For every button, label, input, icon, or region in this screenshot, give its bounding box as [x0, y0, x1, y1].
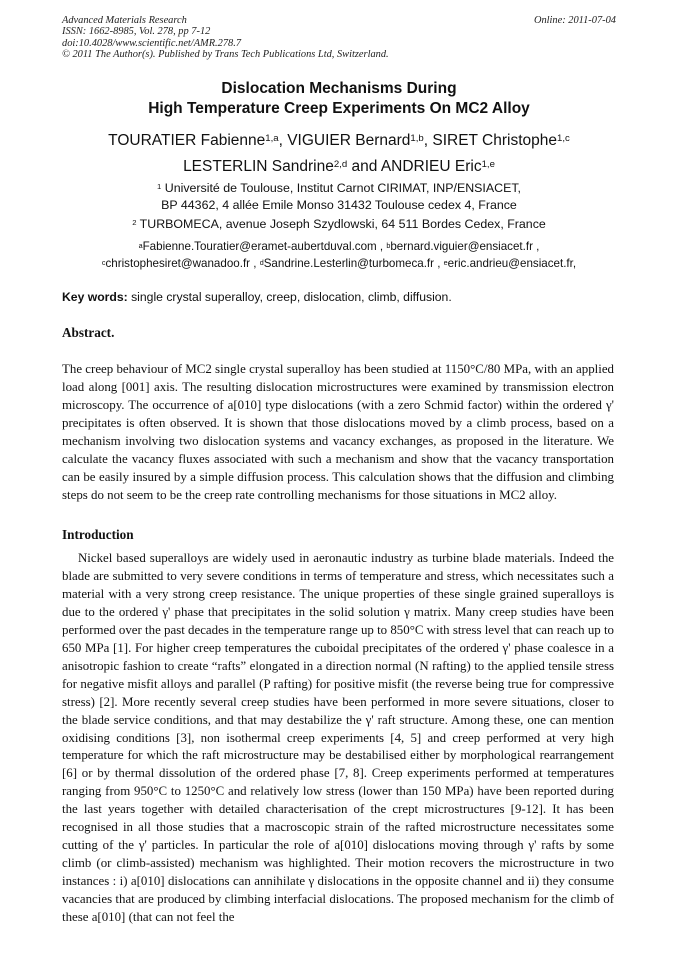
author-name: VIGUIER Bernard	[287, 132, 411, 149]
author-separator: ,	[278, 132, 288, 149]
title-line-1: Dislocation Mechanisms During	[221, 80, 457, 97]
author-list	[0, 128, 678, 180]
issn: ISSN: 1662-8985, Vol. 278, pp 7-12	[62, 26, 211, 38]
email-sup: a	[138, 240, 143, 250]
email-link[interactable]: Sandrine.Lesterlin@turbomeca.fr ,	[263, 257, 444, 270]
email-link[interactable]: christophesiret@wanadoo.fr ,	[105, 257, 260, 270]
email-link[interactable]: Fabienne.Touratier@eramet-aubertduval.com ,	[142, 240, 387, 253]
email-link[interactable]: eric.andrieu@ensiacet.fr,	[447, 257, 577, 270]
email-sup: c	[101, 257, 106, 267]
affiliation-sup: 1	[157, 182, 162, 192]
author-name: SIRET Christophe	[432, 132, 558, 149]
author-sup: 1,b	[410, 133, 424, 145]
author-sup: 1,c	[557, 133, 570, 145]
journal-name: Advanced Materials Research	[62, 15, 187, 26]
authors-line-1	[0, 128, 678, 154]
email-sup: e	[443, 257, 448, 267]
author-sup: 1,e	[481, 159, 495, 171]
email-link[interactable]: bernard.viguier@ensiacet.fr ,	[390, 240, 540, 253]
author-sup: 1,a	[265, 133, 279, 145]
author-name: TOURATIER Fabienne	[108, 132, 266, 149]
journal-header	[62, 15, 616, 60]
paper-title	[0, 79, 678, 118]
abstract-text: The creep behaviour of MC2 single crystal superalloy has been studied at 1150°C/80 MPa, with an applied load along [001] axis. The resulting dislocation microstructures were examined by transmission electron microscopy. The occurrence of a[010] type dislocations (with a zero Schmid factor) within the ordered γ' precipitates is often observed. It is shown that those dislocations moved by a climb process, based on a mechanism involving two dislocation systems and vacancy exchanges, as proposed in the literature. We calculate the vacancy fluxes associated with such a mechanism and show that the vacancy transportation can be easily insured by a simple diffusion process. This calculation shows that the diffusion and climbing steps do not seem to be the creep rate controlling mechanisms for those situations in MC2 alloy.	[62, 362, 614, 502]
doi: doi:10.4028/www.scientific.net/AMR.278.7	[62, 37, 242, 49]
email-list	[0, 238, 678, 272]
affiliation-2-line-1: $^2$ TURBOMECA, avenue Joseph Szydlowski, 64 511 Bordes Cedex, France	[132, 217, 546, 231]
introduction-heading: Introduction	[62, 527, 134, 542]
introduction-text: Nickel based superalloys are widely used in aeronautic industry as turbine blade materials. Indeed the blade are submitted to very severe conditions in terms of temperature and stress, which necessitates such a material with a very strong creep resistance. The unique properties of these single grained superalloys is due to the ordered γ' phase that precipitates in the solid solution γ matrix. Many creep studies have been performed over the past decades in the temperature range up to 850°C with stress level that can reach up to 650 MPa [1]. For higher creep temperatures the cuboidal precipitates of the ordered γ' phase coalesce in a anisotropic fashion to create “rafts” elongated in a direction normal (N rafting) to the applied tensile stress for negative misfit alloys and parallel (P rafting) for positive misfit (the reverse being true for compressive stress) [2]. More recently several creep studies have been performed in more severe situations, closer to the blade service conditions, and that may destabilize the γ' raft structure. Among these, one can mention oxidising conditions [3], non isothermal creep experiments [4, 5] and creep performed at very high temperature for which the raft microstructure may be destabilised either by morphological rearrangement [6] or by thermal dissolution of the ordered phase [7, 8]. Creep experiments performed at temperatures ranging from 950°C to 1250°C and relatively low stress (lower than 150 MPa) have been reported during the last years together with detailed characterisation of the crept microstructures [9-12]. It has been recognised in all those studies that a macroscopic strain of the rafted microstructure necessitates some cutting of the γ' particles. In particular the role of a[010] dislocations moving through γ' rafts by some climb (or climb-assisted) mechanism was highlighted. Their motion recovers the microstructure in two instances : i) a[010] dislocations can annihilate γ dislocations in the opposite channel and ii) they consume vacancies that are produced by climbing interfacial dislocations. The proposed mechanism for the climb of these a[010] (that can not feel the	[62, 551, 614, 925]
author-separator: ,	[423, 132, 433, 149]
abstract-heading: Abstract.	[62, 325, 115, 340]
author-name: LESTERLIN Sandrine	[183, 158, 334, 175]
affiliation-2	[0, 216, 678, 233]
affiliation-1-line-1: $^1$ Université de Toulouse, Institut Carnot CIRIMAT, INP/ENSIACET,	[157, 181, 521, 195]
author-name: ANDRIEU Eric	[380, 158, 482, 175]
email-line-2	[0, 255, 678, 272]
copyright: © 2011 The Author(s). Published by Trans Tech Publications Ltd, Switzerland.	[62, 48, 389, 60]
online-date: Online: 2011-07-04	[533, 15, 616, 26]
affiliation-sup: 2	[132, 218, 137, 228]
author-conjunction: and	[347, 158, 381, 175]
author-sup: 2,d	[333, 159, 348, 171]
email-sup: b	[386, 240, 391, 250]
affiliation-1	[0, 180, 678, 214]
authors-line-2	[0, 154, 678, 180]
keywords-label: Key words:	[62, 290, 128, 304]
title-line-2: High Temperature Creep Experiments On MC2 Alloy	[148, 99, 530, 117]
keywords-text: single crystal superalloy, creep, dislocation, climb, diffusion.	[127, 290, 452, 304]
email-sup: d	[259, 257, 264, 267]
keywords	[62, 290, 616, 304]
email-line-1	[0, 238, 678, 255]
affiliation-1-line-2: BP 44362, 4 allée Emile Monso 31432 Toulouse cedex 4, France	[161, 198, 517, 212]
